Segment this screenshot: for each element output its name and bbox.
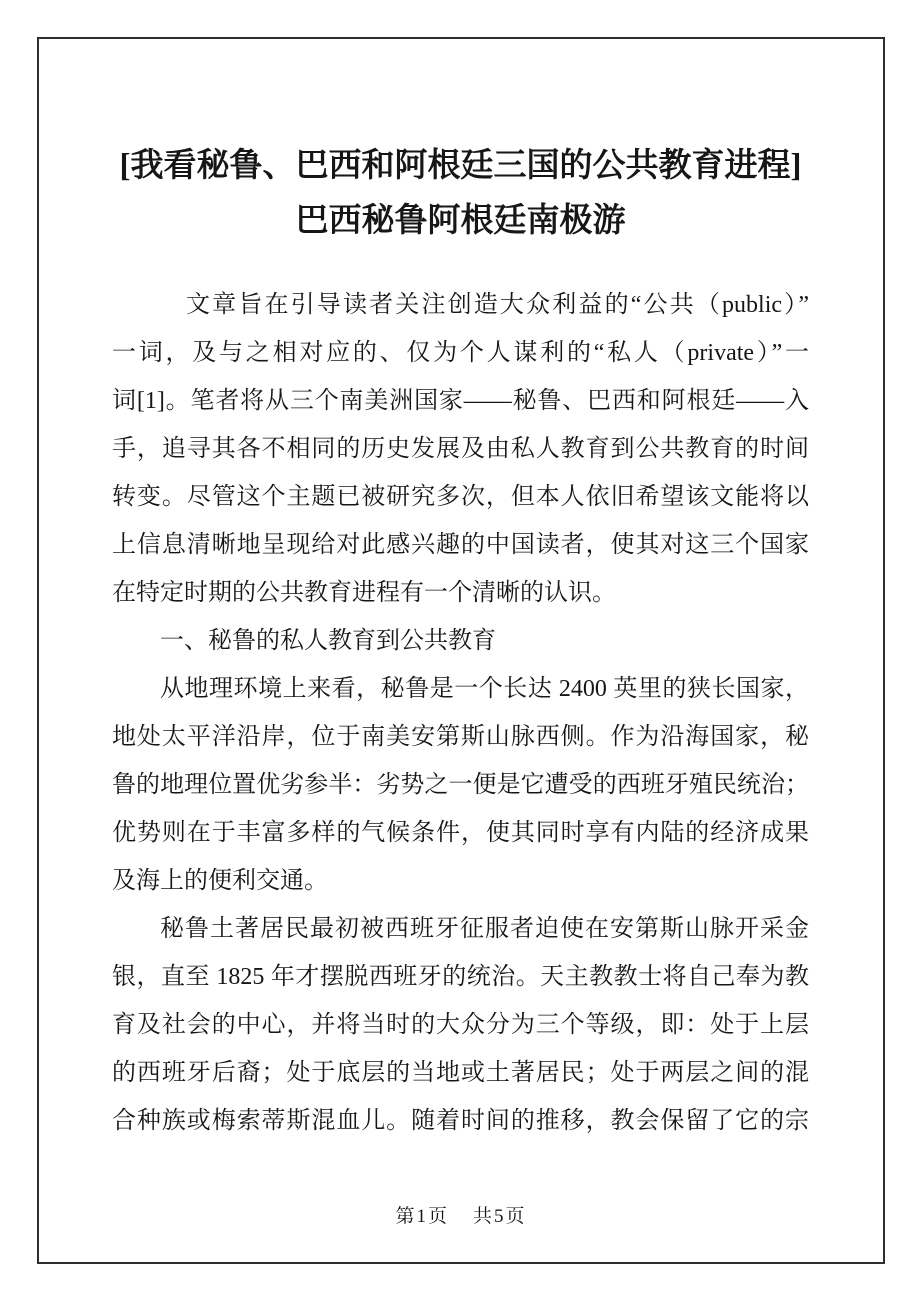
text-line: 手，追寻其各不相同的历史发展及由私人教育到公共教育的时间: [112, 436, 809, 462]
paragraph-peru-history: [112, 905, 809, 1145]
text-line: 银，直至 1825 年才摆脱西班牙的统治。天主教教士将自己奉为教: [112, 964, 809, 990]
text-line: 地处太平洋沿岸，位于南美安第斯山脉西侧。作为沿海国家，秘: [112, 724, 809, 750]
text-line: 及海上的便利交通。: [112, 868, 328, 894]
page-number-label: 第1页: [395, 1206, 449, 1227]
text-line: 鲁的地理位置优劣参半：劣势之一便是它遭受的西班牙殖民统治；: [112, 772, 809, 798]
document-title: [112, 139, 809, 249]
page-border-frame: [37, 37, 885, 1264]
paragraph-intro: [112, 281, 809, 617]
text-line: 转变。尽管这个主题已被研究多次，但本人依旧希望该文能将以: [112, 484, 809, 510]
page-total-label: 共5页: [473, 1206, 527, 1227]
text-line: 词[1]。笔者将从三个南美洲国家——秘鲁、巴西和阿根廷——入: [112, 388, 809, 414]
text-line: 在特定时期的公共教育进程有一个清晰的认识。: [112, 580, 616, 606]
title-line: 巴西秘鲁阿根廷南极游: [295, 203, 626, 239]
document-body: [112, 281, 809, 1145]
text-line: 一、秘鲁的私人教育到公共教育: [160, 628, 496, 654]
title-line: [我看秘鲁、巴西和阿根廷三国的公共教育进程]: [119, 148, 802, 184]
text-line: 文章旨在引导读者关注创造大众利益的“公共（public）”: [186, 292, 809, 318]
paragraph-peru-geography: [112, 665, 809, 905]
text-line: 育及社会的中心，并将当时的大众分为三个等级，即：处于上层: [112, 1012, 809, 1038]
text-line: 合种族或梅索蒂斯混血儿。随着时间的推移，教会保留了它的宗: [112, 1108, 809, 1134]
text-line: 优势则在于丰富多样的气候条件，使其同时享有内陆的经济成果: [112, 820, 809, 846]
heading-section-1: [112, 617, 809, 665]
text-line: 从地理环境上来看，秘鲁是一个长达 2400 英里的狭长国家，: [160, 676, 809, 702]
text-line: 上信息清晰地呈现给对此感兴趣的中国读者，使其对这三个国家: [112, 532, 809, 558]
text-line: 的西班牙后裔；处于底层的当地或土著居民；处于两层之间的混: [112, 1060, 809, 1086]
text-line: 一词，及与之相对应的、仅为个人谋利的“私人（private）”一: [112, 340, 809, 366]
page-footer: [39, 1201, 883, 1228]
text-line: 秘鲁土著居民最初被西班牙征服者迫使在安第斯山脉开采金: [160, 916, 809, 942]
